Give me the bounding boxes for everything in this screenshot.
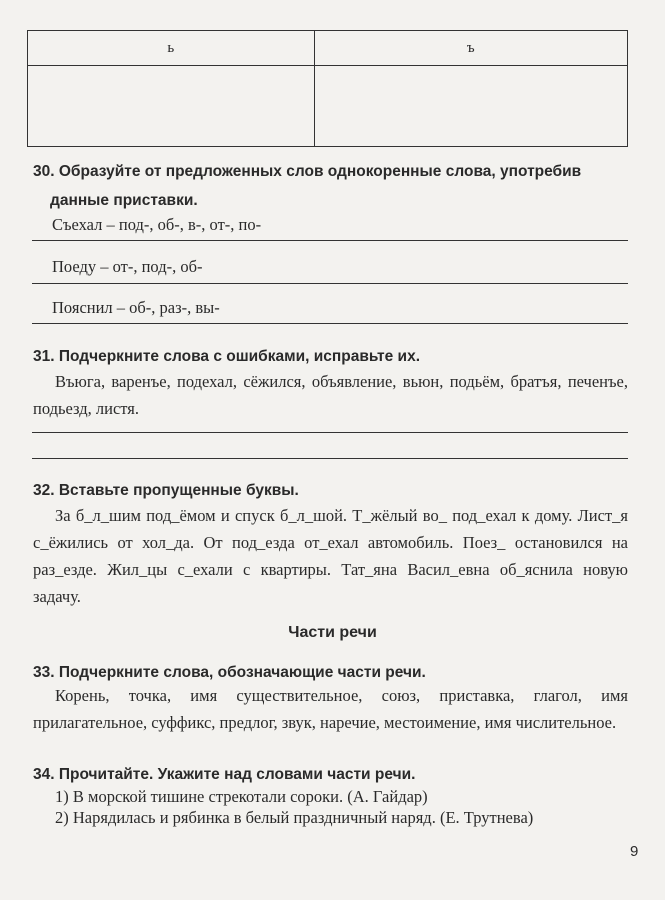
- exercise-30-title-cont: данные приставки.: [50, 192, 198, 209]
- table-cell[interactable]: [314, 66, 627, 147]
- exercise-34-item: 1) В морской тишине стрекотали сороки. (А. Гайдар): [55, 787, 428, 806]
- exercise-33-text: Корень, точка, имя существительное, союз, приставка, глагол, имя прилагательное, суффикс, предлог, звук, наречие, местоимение, имя числительное.: [33, 686, 628, 732]
- exercise-30-title: 30. Образуйте от предложенных слов однокоренные слова, употребив: [33, 163, 582, 180]
- exercise-31-text: Въюга, варенъе, подехал, сёжился, объявление, вьюн, подьём, братъя, печенъе, подьезд, листя.: [33, 372, 628, 418]
- table-header-soft-sign: ь: [28, 31, 315, 66]
- exercise-32-title: 32. Вставьте пропущенные буквы.: [33, 482, 299, 499]
- exercise-34-title: 34. Прочитайте. Укажите над словами части речи.: [33, 766, 416, 783]
- page-number: 9: [630, 843, 639, 860]
- exercise-30-item: Съехал – под-, об-, в-, от-, по-: [52, 215, 262, 234]
- exercise-30-item: Пояснил – об-, раз-, вы-: [52, 298, 220, 317]
- exercise-33-title: 33. Подчеркните слова, обозначающие части речи.: [33, 664, 426, 681]
- section-title: Части речи: [288, 624, 377, 641]
- soft-hard-sign-table: [27, 30, 628, 147]
- answer-line[interactable]: [32, 458, 628, 459]
- exercise-32-text: За б_л_шим под_ёмом и спуск б_л_шой. Т_жёлый во_ под_ехал к дому. Лист_я с_ёжились от хол_да. От под_езда от_ехал автомобиль. Поез_ остановился на раз_езде. Жил_цы с_ехали с квартиры. Тат_яна Васил_евна об_яснила новую задачу.: [33, 506, 628, 606]
- exercise-34-item: 2) Нарядилась и рябинка в белый праздничный наряд. (Е. Трутнева): [55, 808, 534, 827]
- table-header-hard-sign: ъ: [314, 31, 627, 66]
- table-cell[interactable]: [28, 66, 315, 147]
- answer-line[interactable]: [32, 240, 628, 241]
- exercise-30-item: Поеду – от-, под-, об-: [52, 257, 203, 276]
- answer-line[interactable]: [32, 323, 628, 324]
- exercise-31-title: 31. Подчеркните слова с ошибками, исправьте их.: [33, 348, 421, 365]
- answer-line[interactable]: [32, 283, 628, 284]
- answer-line[interactable]: [32, 432, 628, 433]
